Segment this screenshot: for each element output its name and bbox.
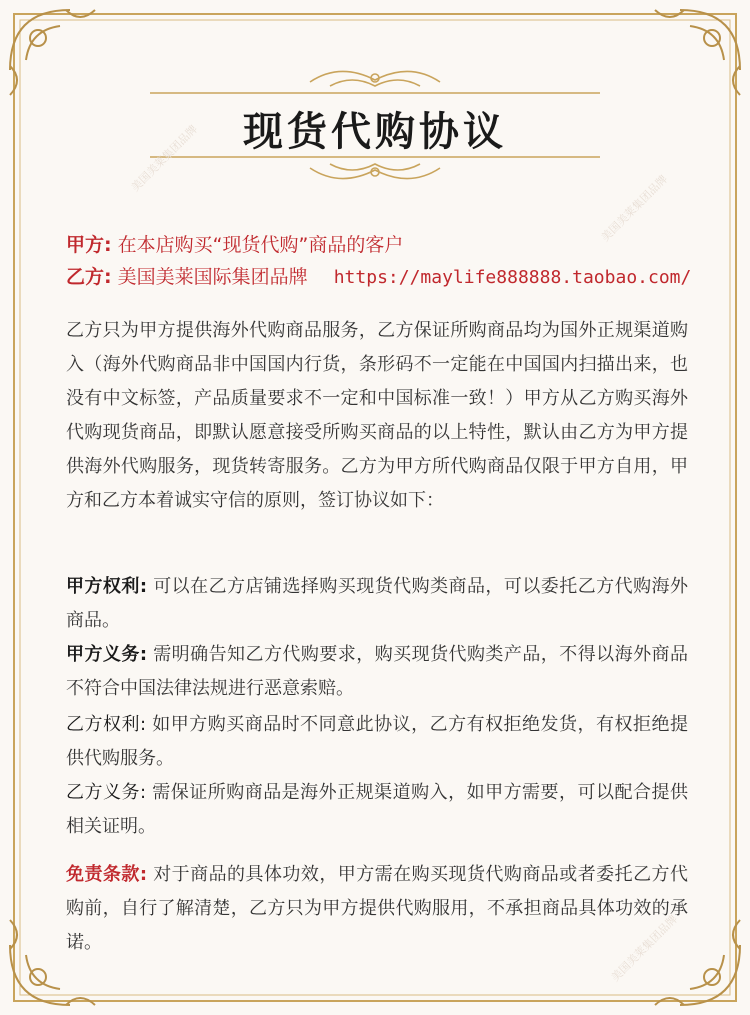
intro-paragraph: 乙方只为甲方提供海外代购商品服务，乙方保证所购商品均为国外正规渠道购入（海外代购商品非中国国内行货，条形码不一定能在中国国内扫描出来，也没有中文标签，产品质量要求不一定和中国标准一致！）甲方从乙方购买海外代购现货商品，即默认愿意接受所购买商品的以上特性，默认由乙方为甲方提供海外代购服务，现货转寄服务。乙方为甲方所代购商品仅限于甲方自用，甲方和乙方本着诚实守信的原则，签订协议如下：	[66, 320, 688, 511]
party-b-line	[66, 262, 691, 289]
clause-text: 如甲方购买商品时不同意此协议，乙方有权拒绝发货，有权拒绝提供代购服务。	[66, 714, 688, 769]
clause-text: 需明确告知乙方代购要求，购买现货代购类产品，不得以海外商品不符合中国法律法规进行恶意索赔。	[66, 644, 688, 699]
disclaimer-text: 对于商品的具体功效，甲方需在购买现货代购商品或者委托乙方代购前，自行了解清楚，乙方只为甲方提供代购服用，不承担商品具体功效的承诺。	[66, 864, 688, 953]
party-a-line	[66, 230, 403, 257]
party-a-value: 在本店购买“现货代购”商品的客户	[117, 234, 404, 256]
corner-ornament-top-left	[10, 10, 95, 95]
clause-key: 乙方义务:	[66, 782, 147, 803]
party-b-value: 美国美莱国际集团品牌	[117, 266, 308, 288]
clause-party-b-obligations	[66, 776, 688, 844]
clause-party-a-rights	[66, 570, 688, 638]
clause-key: 乙方权利:	[66, 714, 147, 735]
clause-party-a-obligations	[66, 638, 688, 706]
corner-ornament-top-right	[655, 10, 740, 95]
clause-party-b-rights	[66, 708, 688, 776]
shop-url-link[interactable]: https://maylife888888.taobao.com/	[333, 267, 692, 288]
clause-text: 可以在乙方店铺选择购买现货代购类商品，可以委托乙方代购海外商品。	[66, 576, 688, 631]
party-b-key: 乙方:	[66, 266, 112, 288]
clause-text: 需保证所购商品是海外正规渠道购入，如甲方需要，可以配合提供相关证明。	[66, 782, 688, 837]
party-a-key: 甲方:	[66, 234, 112, 256]
watermark-text: 美国美莱集团品牌	[128, 122, 201, 195]
watermark-text: 美国美莱集团品牌	[608, 912, 681, 985]
disclaimer-key: 免责条款:	[66, 864, 148, 885]
page-title: 现货代购协议	[243, 109, 507, 155]
clause-key: 甲方义务:	[66, 644, 148, 665]
watermark-text: 美国美莱集团品牌	[598, 172, 671, 245]
disclaimer-paragraph	[66, 858, 688, 960]
clause-key: 甲方权利:	[66, 576, 148, 597]
